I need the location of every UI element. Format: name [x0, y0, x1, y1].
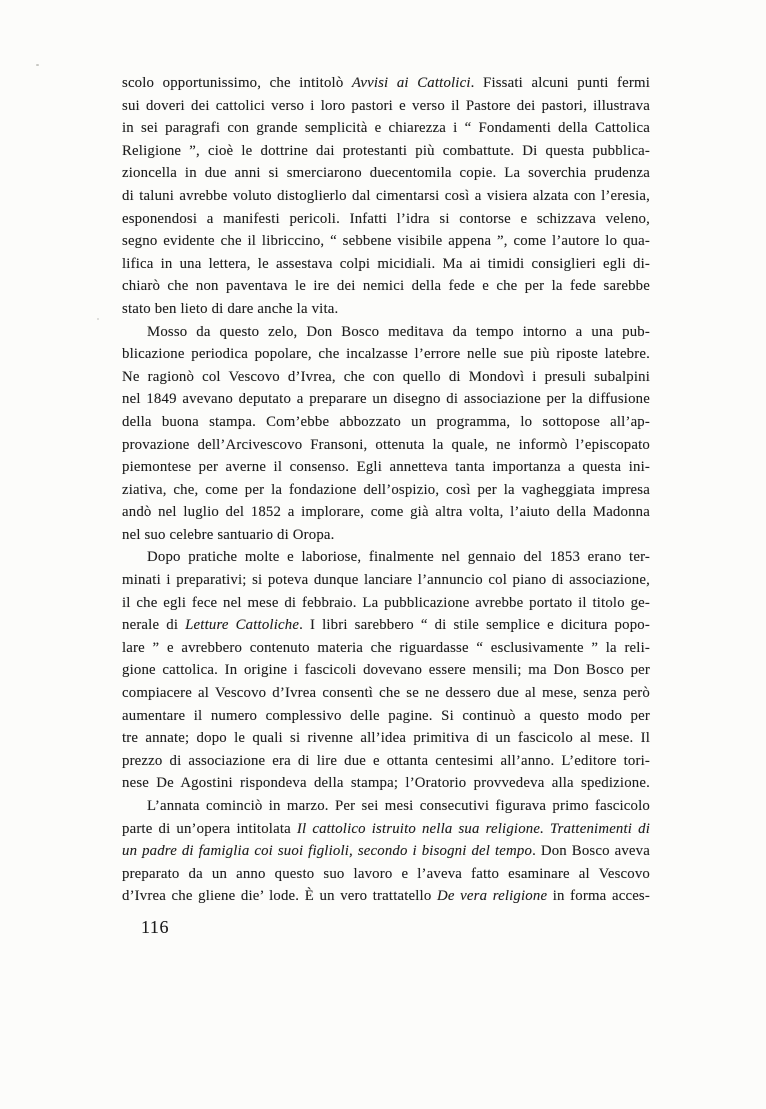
text-line	[122, 569, 650, 592]
text-line	[122, 321, 650, 344]
text-line	[122, 117, 650, 140]
text-line	[122, 614, 650, 637]
text-line	[122, 546, 650, 569]
text-line	[122, 818, 650, 841]
text-run: preparato da un anno questo suo lavoro e l’aveva fatto esaminare al Vescovo	[122, 865, 650, 882]
text-run: sui doveri dei cattolici verso i loro pastori e verso il Pastore dei pastori, illustrava	[122, 97, 650, 114]
text-run: segno evidente che il libriccino, “ sebbene visibile appena ”, come l’autore lo qua-	[122, 233, 650, 250]
paragraph	[122, 546, 650, 795]
text-run: Dopo pratiche molte e laboriose, finalmente nel gennaio del 1853 erano ter-	[147, 549, 650, 566]
text-line	[122, 705, 650, 728]
text-run: aumentare il numero complessivo delle pagine. Si continuò a questo modo per	[122, 707, 650, 724]
text-run: compiacere al Vescovo d’Ivrea consentì che se ne dessero due al mese, senza però	[122, 685, 650, 702]
text-line	[122, 524, 650, 547]
text-run: parte di un’opera intitolata	[122, 820, 297, 837]
text-run: zioncella in due anni si smerciarono duecentomila copie. La soverchia prudenza	[122, 165, 650, 182]
text-line	[122, 456, 650, 479]
italic-text-run: De vera religione	[436, 888, 548, 905]
paragraph	[122, 795, 650, 908]
text-run: tre annate; dopo le quali si rivenne all’idea primitiva di un fascicolo al mese. Il	[122, 730, 650, 747]
text-line	[122, 162, 650, 185]
text-run: in sei paragrafi con grande semplicità e chiarezza i “ Fondamenti della Cattolica	[122, 120, 650, 137]
scan-speck	[36, 64, 39, 66]
text-line	[122, 95, 650, 118]
text-run: nel suo celebre santuario di Oropa.	[122, 526, 335, 543]
text-line	[122, 411, 650, 434]
italic-text-run: un padre di famiglia coi suoi figlioli, secondo i bisogni del tempo	[122, 843, 533, 860]
text-run: nese De Agostini rispondeva della stampa; l’Oratorio provvedeva alla spedizione.	[122, 775, 650, 792]
text-line	[122, 659, 650, 682]
text-line	[122, 863, 650, 886]
page-number: 116	[141, 917, 170, 937]
text-run: Mosso da questo zelo, Don Bosco meditava da tempo intorno a una pub-	[147, 323, 650, 340]
text-run: stato ben lieto di dare anche la vita.	[122, 300, 339, 317]
text-line	[122, 185, 650, 208]
scan-speck	[97, 318, 99, 320]
text-run: piemontese per averne il consenso. Egli annetteva tanta importanza a questa ini-	[122, 459, 650, 476]
text-run: Ne ragionò col Vescovo d’Ivrea, che con quello di Mondovì i presuli subalpini	[122, 368, 650, 385]
paragraph	[122, 321, 650, 547]
text-run: minati i preparativi; si poteva dunque lanciare l’annuncio col piano di associazione,	[122, 572, 650, 589]
text-line	[122, 592, 650, 615]
text-run: gione cattolica. In origine i fascicoli dovevano essere mensili; ma Don Bosco per	[122, 662, 650, 679]
text-run: . I libri sarebbero “ di stile semplice e dicitura popo-	[299, 617, 650, 634]
text-run: esponendosi a manifesti pericoli. Infatti l’idra si contorse e schizzava veleno,	[122, 210, 650, 227]
text-line	[122, 434, 650, 457]
text-line	[122, 72, 650, 95]
text-run: scolo opportunissimo, che intitolò	[122, 75, 352, 91]
text-line	[122, 230, 650, 253]
text-run: . Don Bosco aveva	[532, 843, 650, 860]
text-line	[122, 343, 650, 366]
text-run: in forma acces-	[547, 888, 650, 905]
text-run: prezzo di associazione era di lire due e ottanta centesimi all’anno. L’editore tori-	[122, 752, 650, 769]
text-line	[122, 772, 650, 795]
text-run: blicazione periodica popolare, che incalzasse l’errore nelle sue più riposte latebre.	[122, 346, 650, 363]
text-line	[122, 366, 650, 389]
text-run: il che egli fece nel mese di febbraio. La pubblicazione avrebbe portato il titolo ge-	[122, 594, 650, 611]
text-line	[122, 253, 650, 276]
text-run: nerale di	[122, 617, 186, 634]
text-run: lare ” e avrebbero contenuto materia che riguardasse “ esclusivamente ” la reli-	[122, 639, 650, 656]
text-line	[122, 501, 650, 524]
text-run: d’Ivrea che gliene die’ lode. È un vero trattatello	[122, 888, 437, 905]
italic-text-run: Letture Cattoliche	[185, 617, 300, 634]
text-line	[122, 840, 650, 863]
text-line	[122, 140, 650, 163]
text-line	[122, 275, 650, 298]
text-run: di taluni avrebbe voluto distoglierlo dal cimentarsi così a visiera alzata con l’eresia,	[122, 187, 650, 204]
text-line	[122, 479, 650, 502]
text-line	[122, 795, 650, 818]
paragraph	[122, 72, 650, 321]
text-run: chiarò che non paventava le ire dei nemici della fede e che per la fede sarebbe	[122, 278, 650, 295]
text-line	[122, 388, 650, 411]
text-block	[122, 72, 650, 908]
text-run: L’annata cominciò in marzo. Per sei mesi consecutivi figurava primo fascicolo	[147, 798, 650, 814]
text-line	[122, 727, 650, 750]
italic-text-run: Il cattolico istruito nella sua religione. Trattenimenti di	[296, 820, 650, 837]
text-run: lifica in una lettera, le assestava colpi micidiali. Ma ai timidi consiglieri egli di-	[122, 255, 650, 272]
text-run: della buona stampa. Com’ebbe abbozzato un programma, lo sottopose all’ap-	[122, 413, 650, 430]
text-line	[122, 298, 650, 321]
italic-text-run: Avvisi ai Cattolici	[351, 75, 471, 91]
text-line	[122, 885, 650, 908]
text-run: ziativa, che, come per la fondazione dell’ospizio, così per la vagheggiata impresa	[122, 481, 650, 498]
text-line	[122, 750, 650, 773]
text-line	[122, 208, 650, 231]
text-run: Religione ”, cioè le dottrine dai protestanti più combattute. Di questa pubblica-	[122, 142, 650, 159]
text-run: andò nel luglio del 1852 a implorare, come già altra volta, l’aiuto della Madonna	[122, 504, 650, 521]
text-line	[122, 637, 650, 660]
text-run: nel 1849 avevano deputato a preparare un disegno di associazione per la diffusione	[122, 391, 650, 408]
text-line	[122, 682, 650, 705]
text-run: provazione dell’Arcivescovo Fransoni, ottenuta la quale, ne informò l’episcopato	[122, 436, 650, 453]
text-run: . Fissati alcuni punti fermi	[470, 75, 650, 91]
